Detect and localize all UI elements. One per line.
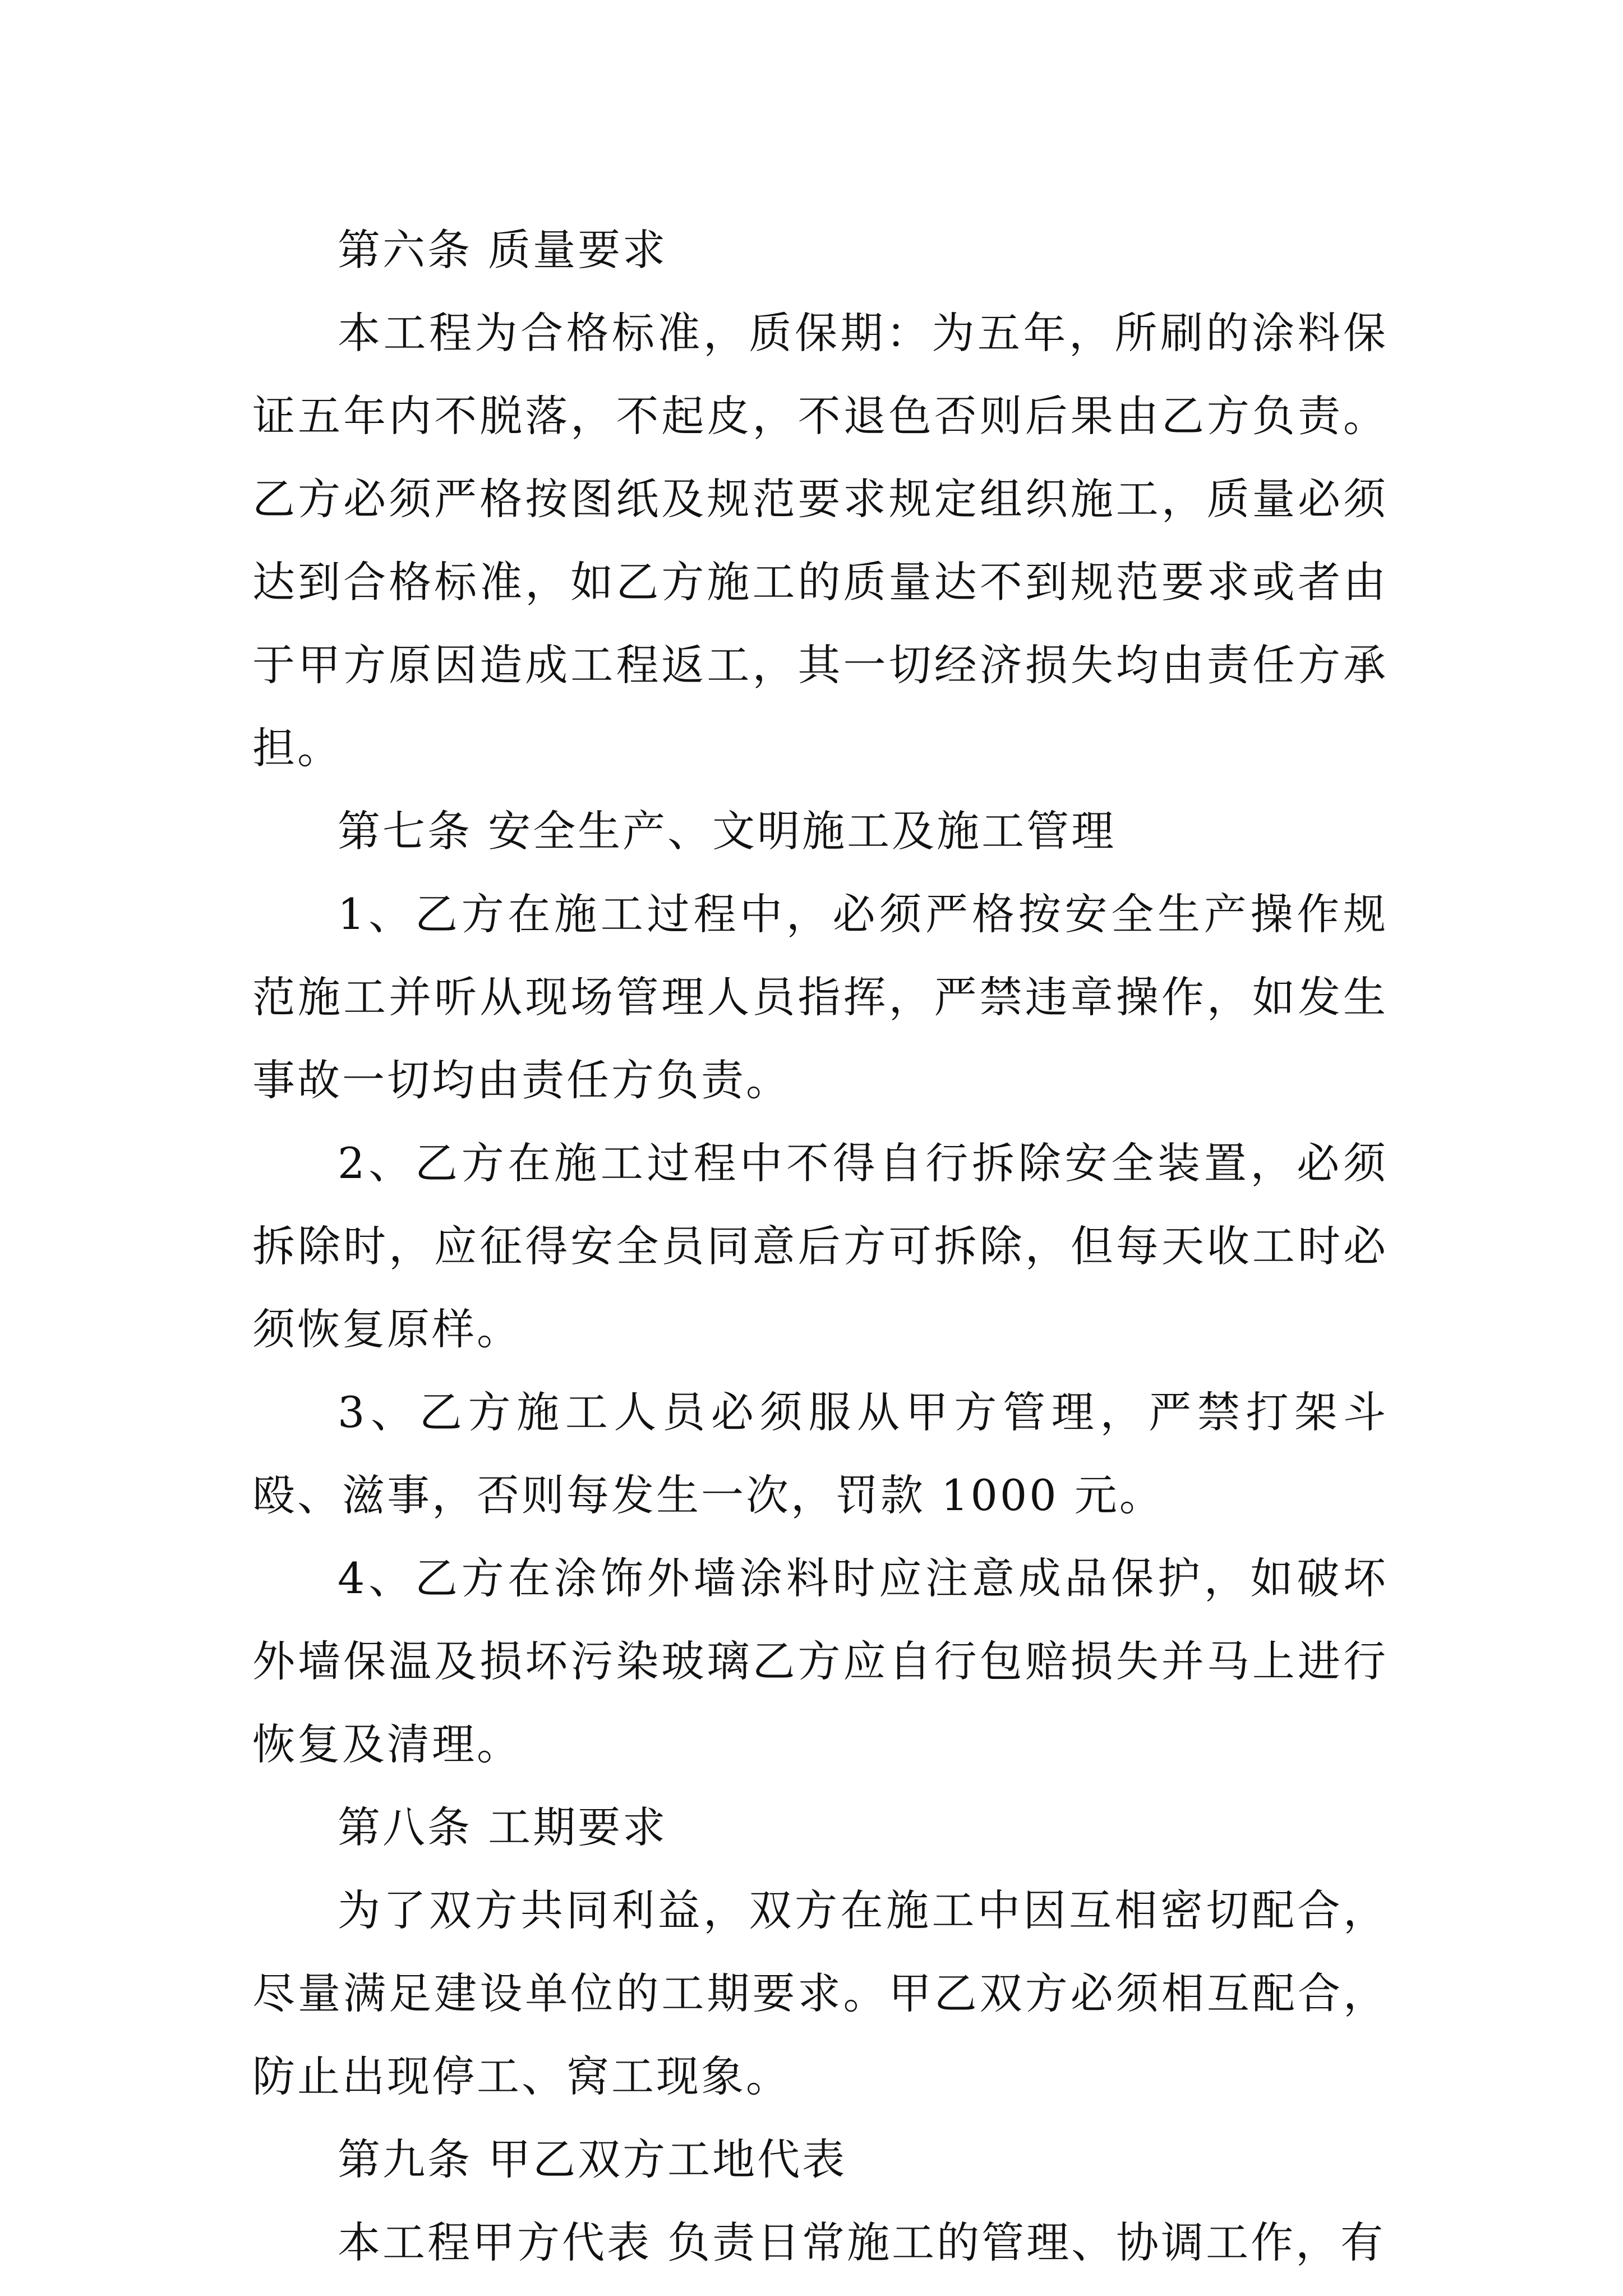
article-7-heading: 第七条 安全生产、文明施工及施工管理 <box>338 806 1117 856</box>
document-body <box>252 209 1388 2284</box>
article-7-item-4: 4、乙方在涂饰外墙涂料时应注意成品保护，如破坏外墙保温及损坏污染玻璃乙方应自行包赔损失并马上进行恢复及清理。 <box>252 1553 1388 1769</box>
article-9-body: 本工程甲方代表 负责日常施工的管理、协调工作，有 <box>338 2217 1386 2267</box>
article-8-heading: 第八条 工期要求 <box>338 1802 668 1852</box>
article-7-item-1: 1、乙方在施工过程中，必须严格按安全生产操作规范施工并听从现场管理人员指挥，严禁违章操作，如发生事故一切均由责任方负责。 <box>252 889 1388 1105</box>
article-6-body: 本工程为合格标准，质保期：为五年，所刷的涂料保证五年内不脱落，不起皮，不退色否则后果由乙方负责。乙方必须严格按图纸及规范要求规定组织施工，质量必须达到合格标准，如乙方施工的质量达不到规范要求或者由于甲方原因造成工程返工，其一切经济损失均由责任方承担。 <box>252 308 1388 773</box>
article-6-heading: 第六条 质量要求 <box>338 225 668 275</box>
article-7-item-2: 2、乙方在施工过程中不得自行拆除安全装置，必须拆除时，应征得安全员同意后方可拆除，但每天收工时必须恢复原样。 <box>252 1138 1388 1354</box>
article-8-body: 为了双方共同利益，双方在施工中因互相密切配合，尽量满足建设单位的工期要求。甲乙双方必须相互配合，防止出现停工、窝工现象。 <box>252 1885 1388 2101</box>
article-9-heading: 第九条 甲乙双方工地代表 <box>338 2134 847 2184</box>
article-7-item-3: 3、乙方施工人员必须服从甲方管理，严禁打架斗殴、滋事，否则每发生一次，罚款 1000 元。 <box>252 1387 1388 1520</box>
